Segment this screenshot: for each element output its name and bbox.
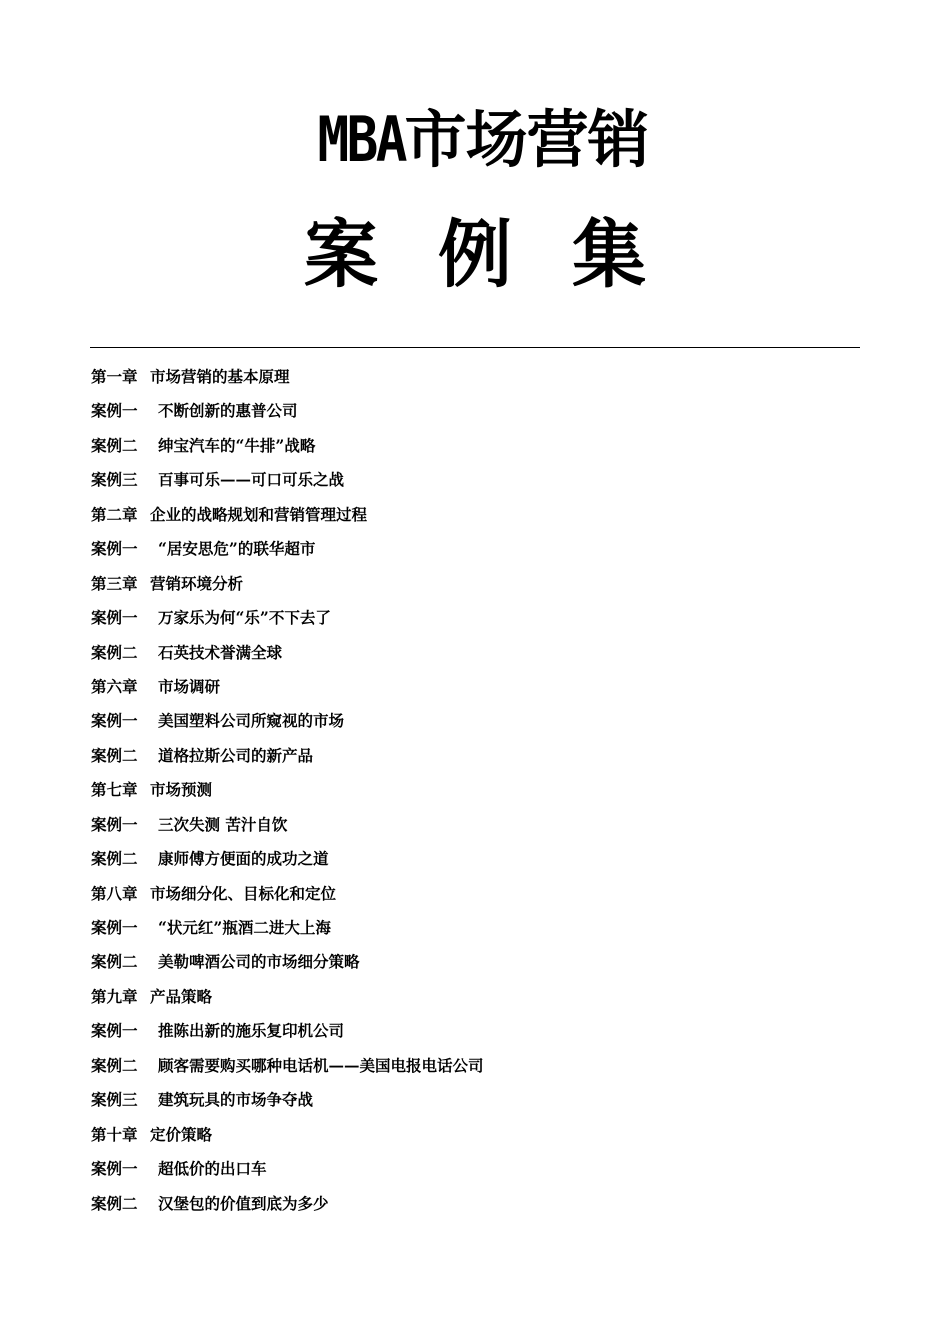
document-subtitle	[0, 210, 950, 300]
toc-case-entry	[91, 638, 871, 672]
case-title: 三次失测 苦汁自饮	[158, 814, 288, 834]
subtitle-char: 案	[304, 212, 378, 298]
toc-case-entry	[91, 534, 871, 568]
toc-case-entry	[91, 741, 871, 775]
chapter-title: 市场细分化、目标化和定位	[150, 883, 337, 903]
case-title: “状元红”瓶酒二进大上海	[158, 918, 331, 937]
toc-case-entry	[91, 1085, 871, 1119]
chapter-label: 第八章	[91, 883, 138, 903]
toc-case-entry	[91, 431, 871, 465]
chapter-label: 第一章	[91, 367, 138, 386]
toc-case-entry	[91, 1154, 871, 1188]
toc-chapter-entry	[91, 1120, 871, 1154]
case-label: 案例一	[91, 711, 138, 731]
document-title	[0, 100, 950, 180]
case-title: 道格拉斯公司的新产品	[158, 745, 314, 765]
toc-case-entry	[91, 947, 871, 981]
case-label: 案例一	[91, 1159, 138, 1179]
chapter-title: 定价策略	[150, 1124, 213, 1144]
case-label: 案例一	[91, 918, 138, 937]
case-title: “居安思危”的联华超市	[158, 539, 316, 559]
chapter-label: 第九章	[91, 986, 138, 1006]
case-title: 万家乐为何“乐”不下去了	[158, 608, 331, 628]
case-title: 汉堡包的价值到底为多少	[158, 1193, 329, 1213]
case-label: 案例二	[91, 1193, 138, 1213]
chapter-title: 市场营销的基本原理	[150, 367, 290, 386]
title-latin: MBA	[316, 103, 405, 176]
case-label: 案例二	[91, 849, 138, 869]
chapter-label: 第六章	[91, 676, 138, 696]
case-label: 案例一	[91, 814, 138, 834]
subtitle-char: 集	[572, 212, 646, 298]
toc-case-entry	[91, 465, 871, 499]
toc-case-entry	[91, 1189, 871, 1223]
case-label: 案例二	[91, 1055, 138, 1075]
case-label: 案例二	[91, 952, 138, 972]
case-title: 美勒啤酒公司的市场细分策略	[158, 952, 360, 972]
chapter-label: 第二章	[91, 504, 138, 524]
chapter-label: 第三章	[91, 573, 138, 593]
toc-case-entry	[91, 706, 871, 740]
case-label: 案例二	[91, 435, 138, 455]
title-divider	[90, 347, 860, 348]
toc-chapter-entry	[91, 672, 871, 706]
case-label: 案例一	[91, 539, 138, 559]
case-title: 超低价的出口车	[158, 1159, 267, 1179]
case-title: 推陈出新的施乐复印机公司	[158, 1021, 345, 1041]
toc-chapter-entry	[91, 569, 871, 603]
toc-case-entry	[91, 1051, 871, 1085]
toc-case-entry	[91, 1016, 871, 1050]
table-of-contents	[91, 362, 871, 1223]
toc-chapter-entry	[91, 500, 871, 534]
case-label: 案例一	[91, 1021, 138, 1041]
toc-case-entry	[91, 396, 871, 430]
toc-chapter-entry	[91, 982, 871, 1016]
chapter-label: 第十章	[91, 1124, 138, 1144]
toc-chapter-entry	[91, 879, 871, 913]
title-chinese: 市场营销	[404, 103, 649, 176]
chapter-title: 市场预测	[150, 780, 213, 800]
case-title: 康师傅方便面的成功之道	[158, 849, 329, 869]
case-title: 美国塑料公司所窥视的市场	[158, 711, 345, 731]
toc-chapter-entry	[91, 362, 871, 396]
case-label: 案例二	[91, 745, 138, 765]
subtitle-char: 例	[438, 212, 512, 298]
toc-chapter-entry	[91, 775, 871, 809]
case-title: 顾客需要购买哪种电话机——美国电报电话公司	[158, 1055, 484, 1075]
toc-case-entry	[91, 844, 871, 878]
chapter-title: 市场调研	[158, 676, 221, 696]
chapter-title: 营销环境分析	[150, 573, 244, 593]
chapter-title: 企业的战略规划和营销管理过程	[150, 504, 368, 524]
toc-case-entry	[91, 603, 871, 637]
case-title: 绅宝汽车的“牛排”战略	[158, 435, 316, 455]
toc-case-entry	[91, 913, 871, 947]
chapter-title: 产品策略	[150, 986, 213, 1006]
case-title: 百事可乐——可口可乐之战	[158, 470, 345, 490]
case-label: 案例三	[91, 470, 138, 490]
case-title: 不断创新的惠普公司	[158, 401, 298, 421]
case-label: 案例一	[91, 401, 138, 421]
case-title: 建筑玩具的市场争夺战	[158, 1090, 314, 1110]
case-label: 案例三	[91, 1090, 138, 1110]
case-title: 石英技术誉满全球	[158, 642, 283, 662]
case-label: 案例一	[91, 608, 138, 628]
chapter-label: 第七章	[91, 780, 138, 800]
toc-case-entry	[91, 810, 871, 844]
case-label: 案例二	[91, 642, 138, 662]
